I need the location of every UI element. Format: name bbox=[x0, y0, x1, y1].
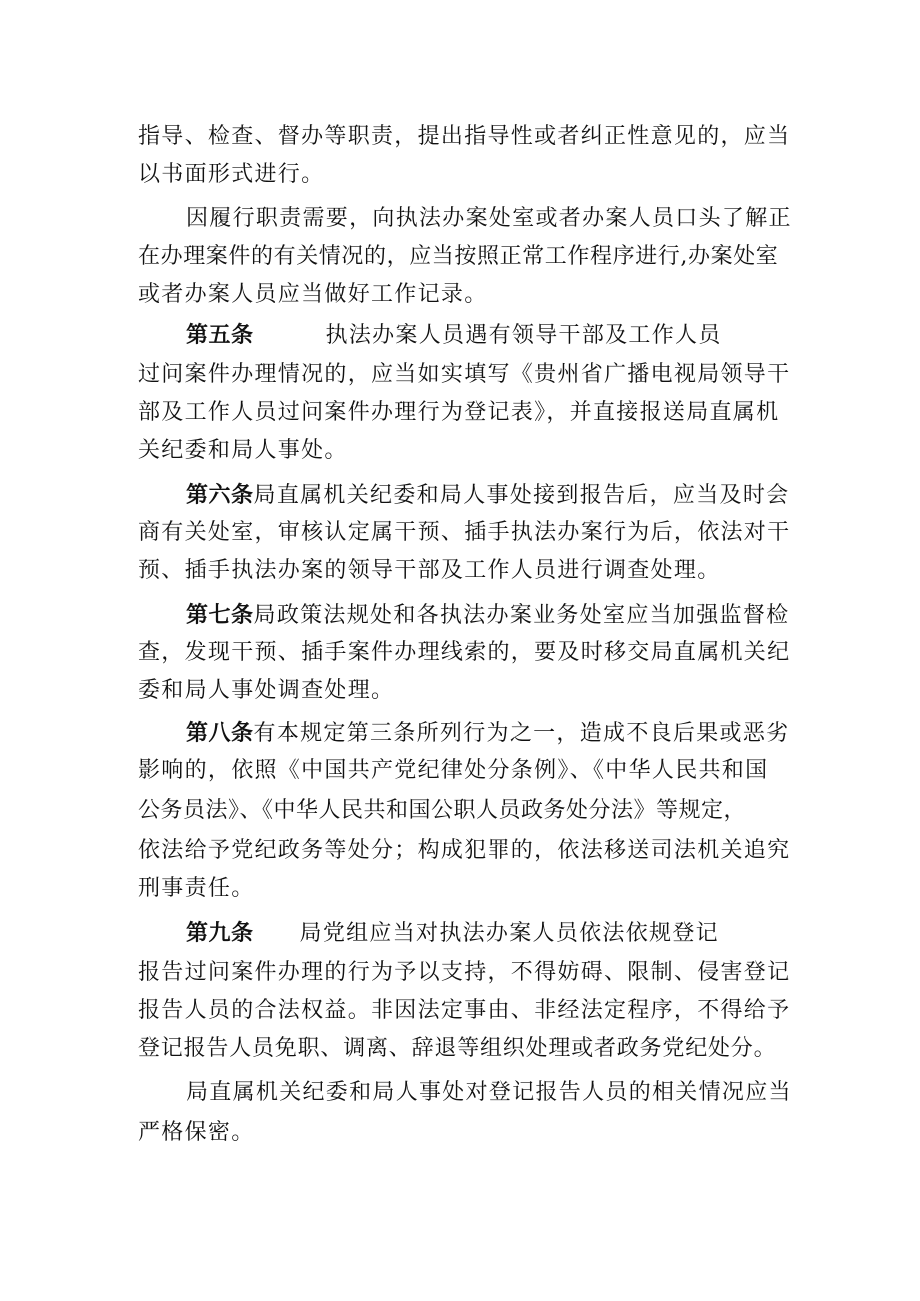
paragraph-line: 登记报告人员免职、调离、辞退等组织处理或者政务党纪处分。 bbox=[138, 1036, 777, 1061]
paragraph-line: 依法给予党纪政务等处分；构成犯罪的，依法移送司法机关追究 bbox=[138, 838, 791, 863]
article-text: 局直属机关纪委和局人事处接到报告后，应当及时会 bbox=[253, 483, 790, 508]
article-6-line bbox=[186, 480, 798, 510]
paragraph-line: 指导、检查、督办等职责，提出指导性或者纠正性意见的，应当 bbox=[138, 124, 791, 149]
paragraph-line: 委和局人事处调查处理。 bbox=[138, 678, 395, 703]
article-text: 局党组应当对执法办案人员依法依规登记 bbox=[299, 921, 719, 946]
paragraph-line: 报告人员的合法权益。非因法定事由、非经法定程序，不得给予 bbox=[138, 998, 791, 1023]
paragraph-line: 查，发现干预、插手案件办理线索的，要及时移交局直属机关纪 bbox=[138, 640, 791, 665]
paragraph-line: 商有关处室，审核认定属干预、插手执法办案行为后，依法对干 bbox=[138, 520, 791, 545]
article-heading: 第五条 bbox=[186, 322, 254, 348]
paragraph-line: 公务员法》、《中华人民共和国公职人员政务处分法》等规定， bbox=[138, 798, 747, 823]
paragraph-line: 或者办案人员应当做好工作记录。 bbox=[138, 282, 488, 307]
paragraph-line: 部及工作人员过问案件办理行为登记表》，并直接报送局直属机 bbox=[138, 400, 780, 425]
article-heading: 第六条 bbox=[186, 482, 254, 508]
paragraph-line: 在办理案件的有关情况的，应当按照正常工作程序进行,办案处室 bbox=[138, 244, 779, 269]
article-9-line bbox=[186, 918, 798, 948]
paragraph-line: 影响的，依照《中国共产党纪律处分条例》、《中华人民共和国 bbox=[138, 758, 769, 783]
article-text: 局政策法规处和各执法办案业务处室应当加强监督检 bbox=[253, 603, 790, 628]
paragraph-line: 因履行职责需要，向执法办案处室或者办案人员口头了解正 bbox=[186, 206, 792, 231]
article-7-line bbox=[186, 600, 798, 630]
article-text: 执法办案人员遇有领导干部及工作人员 bbox=[325, 323, 722, 348]
paragraph-line: 报告过问案件办理的行为予以支持，不得妨碍、限制、侵害登记 bbox=[138, 960, 791, 985]
paragraph-line: 严格保密。 bbox=[138, 1120, 255, 1145]
article-heading: 第七条 bbox=[186, 602, 254, 628]
paragraph-line: 预、插手执法办案的领导干部及工作人员进行调查处理。 bbox=[138, 558, 721, 583]
paragraph-line: 局直属机关纪委和局人事处对登记报告人员的相关情况应当 bbox=[186, 1080, 792, 1105]
article-heading: 第九条 bbox=[186, 920, 254, 946]
article-5-line bbox=[186, 320, 798, 350]
paragraph-line: 以书面形式进行。 bbox=[138, 162, 325, 187]
article-text: 有本规定第三条所列行为之一，造成不良后果或恶劣 bbox=[253, 721, 790, 746]
paragraph-line: 关纪委和局人事处。 bbox=[138, 438, 348, 463]
article-heading: 第八条 bbox=[186, 720, 254, 746]
paragraph-line: 刑事责任。 bbox=[138, 876, 255, 901]
article-8-line bbox=[186, 718, 798, 748]
paragraph-line: 过问案件办理情况的，应当如实填写《贵州省广播电视局领导干 bbox=[138, 362, 791, 387]
